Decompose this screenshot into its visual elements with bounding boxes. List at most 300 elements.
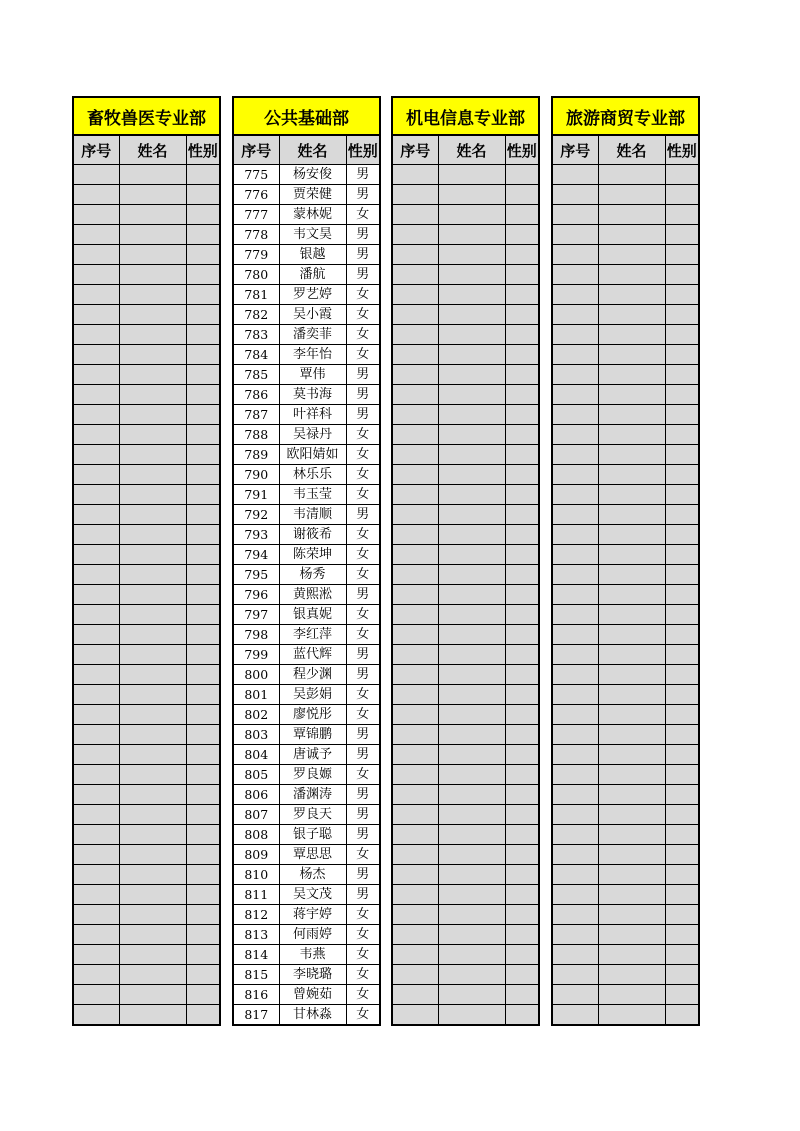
- cell-gender: [665, 445, 699, 465]
- cell-gender: [665, 325, 699, 345]
- cell-index: 785: [233, 365, 279, 385]
- cell-gender: [186, 665, 220, 685]
- cell-index: [73, 865, 119, 885]
- table-row: [392, 685, 539, 705]
- cell-index: 809: [233, 845, 279, 865]
- table-row: [392, 485, 539, 505]
- table-row: [233, 405, 380, 425]
- cell-name: [119, 925, 186, 945]
- cell-gender: 男: [346, 185, 380, 205]
- table-row: [552, 405, 699, 425]
- table-row: [392, 865, 539, 885]
- cell-name: [119, 945, 186, 965]
- cell-name: [598, 245, 665, 265]
- table-row: [73, 805, 220, 825]
- table-row: [73, 445, 220, 465]
- cell-gender: 女: [346, 305, 380, 325]
- cell-gender: 男: [346, 725, 380, 745]
- cell-name: [438, 845, 505, 865]
- cell-index: [552, 305, 598, 325]
- cell-index: [73, 845, 119, 865]
- cell-name: 覃锦鹏: [279, 725, 346, 745]
- department-title: 畜牧兽医专业部: [73, 97, 220, 135]
- cell-name: [438, 965, 505, 985]
- cell-gender: [186, 785, 220, 805]
- cell-gender: [665, 685, 699, 705]
- table-row: [233, 825, 380, 845]
- table-row: [552, 385, 699, 405]
- cell-index: [552, 885, 598, 905]
- cell-name: [598, 765, 665, 785]
- cell-gender: 男: [346, 245, 380, 265]
- cell-gender: 女: [346, 685, 380, 705]
- cell-name: [119, 665, 186, 685]
- cell-gender: [505, 965, 539, 985]
- cell-index: [392, 965, 438, 985]
- cell-gender: 男: [346, 365, 380, 385]
- cell-index: [392, 245, 438, 265]
- cell-name: [438, 865, 505, 885]
- cell-index: 806: [233, 785, 279, 805]
- col-header-index: 序号: [73, 135, 119, 165]
- cell-name: 罗良嫄: [279, 765, 346, 785]
- cell-index: [392, 525, 438, 545]
- table-row: [73, 845, 220, 865]
- cell-gender: 男: [346, 165, 380, 185]
- cell-gender: [505, 925, 539, 945]
- col-header-name: 姓名: [598, 135, 665, 165]
- department-table-xumu: [72, 96, 221, 1026]
- cell-gender: [505, 305, 539, 325]
- cell-index: [392, 865, 438, 885]
- cell-name: [119, 965, 186, 985]
- cell-gender: [665, 645, 699, 665]
- cell-gender: [505, 545, 539, 565]
- cell-gender: 女: [346, 705, 380, 725]
- cell-gender: 男: [346, 505, 380, 525]
- table-row: [392, 165, 539, 185]
- cell-index: [73, 345, 119, 365]
- cell-name: [438, 1005, 505, 1026]
- cell-index: [392, 265, 438, 285]
- cell-index: [552, 385, 598, 405]
- table-body: [73, 165, 220, 1026]
- table-row: [73, 265, 220, 285]
- cell-gender: 女: [346, 325, 380, 345]
- cell-index: [552, 605, 598, 625]
- cell-name: 吴彭娟: [279, 685, 346, 705]
- cell-index: [552, 485, 598, 505]
- table-row: [392, 345, 539, 365]
- cell-index: [552, 1005, 598, 1026]
- table-row: [552, 945, 699, 965]
- table-row: [233, 905, 380, 925]
- cell-gender: [505, 865, 539, 885]
- cell-gender: [505, 605, 539, 625]
- table-row: [552, 605, 699, 625]
- cell-index: [73, 825, 119, 845]
- table-row: [233, 665, 380, 685]
- cell-name: [438, 485, 505, 505]
- cell-index: [73, 805, 119, 825]
- cell-gender: [665, 905, 699, 925]
- cell-gender: [665, 545, 699, 565]
- table-row: [233, 365, 380, 385]
- cell-name: [119, 865, 186, 885]
- table-row: [233, 525, 380, 545]
- cell-name: [598, 645, 665, 665]
- table-row: [392, 325, 539, 345]
- table-row: [73, 885, 220, 905]
- cell-gender: [505, 825, 539, 845]
- cell-gender: [186, 865, 220, 885]
- table-row: [73, 865, 220, 885]
- cell-gender: 男: [346, 225, 380, 245]
- table-row: [233, 165, 380, 185]
- cell-gender: [665, 485, 699, 505]
- cell-name: [119, 585, 186, 605]
- cell-index: [392, 925, 438, 945]
- cell-index: [552, 525, 598, 545]
- cell-index: [552, 625, 598, 645]
- cell-index: [392, 405, 438, 425]
- cell-gender: [186, 725, 220, 745]
- cell-name: [119, 205, 186, 225]
- cell-index: [392, 685, 438, 705]
- cell-index: [392, 505, 438, 525]
- cell-gender: [665, 505, 699, 525]
- cell-name: 陈荣坤: [279, 545, 346, 565]
- cell-name: [119, 565, 186, 585]
- cell-index: [73, 965, 119, 985]
- cell-gender: 女: [346, 545, 380, 565]
- cell-index: [552, 325, 598, 345]
- cell-name: [119, 1005, 186, 1026]
- table-row: [552, 365, 699, 385]
- table-row: [552, 765, 699, 785]
- cell-gender: [665, 425, 699, 445]
- cell-gender: [505, 205, 539, 225]
- table-row: [392, 725, 539, 745]
- cell-name: 覃伟: [279, 365, 346, 385]
- cell-name: [119, 225, 186, 245]
- table-row: [233, 705, 380, 725]
- cell-index: [552, 765, 598, 785]
- cell-name: 杨安俊: [279, 165, 346, 185]
- table-row: [233, 385, 380, 405]
- table-body: [552, 165, 699, 1026]
- cell-gender: 女: [346, 525, 380, 545]
- cell-index: 776: [233, 185, 279, 205]
- table-row: [233, 265, 380, 285]
- table-row: [73, 385, 220, 405]
- cell-name: [119, 405, 186, 425]
- cell-index: [73, 885, 119, 905]
- cell-gender: [186, 905, 220, 925]
- cell-index: 793: [233, 525, 279, 545]
- cell-index: [73, 645, 119, 665]
- table-row: [552, 585, 699, 605]
- cell-gender: [505, 625, 539, 645]
- cell-index: [552, 505, 598, 525]
- cell-gender: 男: [346, 385, 380, 405]
- cell-index: 801: [233, 685, 279, 705]
- cell-gender: [505, 225, 539, 245]
- table-row: [392, 525, 539, 545]
- cell-index: [73, 285, 119, 305]
- table-row: [552, 505, 699, 525]
- cell-name: [438, 185, 505, 205]
- cell-name: [438, 265, 505, 285]
- cell-gender: 女: [346, 965, 380, 985]
- cell-index: [73, 365, 119, 385]
- table-row: [392, 545, 539, 565]
- cell-gender: 男: [346, 825, 380, 845]
- table-row: [73, 345, 220, 365]
- cell-name: [598, 285, 665, 305]
- table-row: [73, 705, 220, 725]
- cell-gender: 男: [346, 665, 380, 685]
- cell-gender: [505, 365, 539, 385]
- table-row: [392, 745, 539, 765]
- cell-index: [552, 785, 598, 805]
- cell-gender: [665, 305, 699, 325]
- cell-gender: [505, 885, 539, 905]
- cell-name: [598, 465, 665, 485]
- cell-name: [598, 525, 665, 545]
- cell-name: [438, 505, 505, 525]
- table-row: [392, 265, 539, 285]
- cell-index: 814: [233, 945, 279, 965]
- cell-index: [552, 445, 598, 465]
- cell-index: [392, 825, 438, 845]
- cell-index: [392, 425, 438, 445]
- table-row: [552, 805, 699, 825]
- cell-index: [552, 645, 598, 665]
- cell-index: 787: [233, 405, 279, 425]
- cell-index: [73, 1005, 119, 1026]
- table-row: [392, 885, 539, 905]
- cell-name: 廖悦彤: [279, 705, 346, 725]
- table-row: [233, 545, 380, 565]
- cell-gender: [505, 905, 539, 925]
- cell-name: [119, 385, 186, 405]
- table-row: [552, 885, 699, 905]
- table-row: [552, 725, 699, 745]
- table-row: [233, 845, 380, 865]
- cell-index: 789: [233, 445, 279, 465]
- table-row: [73, 545, 220, 565]
- cell-name: [438, 945, 505, 965]
- table-row: [233, 685, 380, 705]
- cell-name: [119, 345, 186, 365]
- table-row: [552, 285, 699, 305]
- cell-name: [119, 365, 186, 385]
- table-row: [552, 565, 699, 585]
- cell-gender: [665, 1005, 699, 1026]
- cell-gender: [665, 745, 699, 765]
- cell-gender: [505, 585, 539, 605]
- cell-gender: [505, 465, 539, 485]
- cell-index: 808: [233, 825, 279, 845]
- cell-index: 786: [233, 385, 279, 405]
- cell-gender: [186, 365, 220, 385]
- cell-index: [392, 885, 438, 905]
- table-row: [233, 445, 380, 465]
- cell-index: [552, 865, 598, 885]
- table-row: [392, 365, 539, 385]
- cell-gender: [186, 465, 220, 485]
- cell-name: 韦清顺: [279, 505, 346, 525]
- cell-index: [392, 845, 438, 865]
- table-row: [233, 885, 380, 905]
- cell-index: [552, 965, 598, 985]
- cell-index: 805: [233, 765, 279, 785]
- cell-name: [598, 345, 665, 365]
- table-row: [392, 465, 539, 485]
- cell-name: [598, 805, 665, 825]
- table-row: [552, 985, 699, 1005]
- cell-name: [438, 445, 505, 465]
- cell-name: [119, 305, 186, 325]
- cell-gender: [186, 425, 220, 445]
- cell-gender: 女: [346, 925, 380, 945]
- cell-index: [392, 945, 438, 965]
- cell-name: [438, 785, 505, 805]
- cell-gender: [186, 925, 220, 945]
- cell-index: [552, 825, 598, 845]
- cell-index: [552, 925, 598, 945]
- table-row: [392, 785, 539, 805]
- cell-gender: [665, 245, 699, 265]
- cell-name: [438, 605, 505, 625]
- cell-gender: [505, 725, 539, 745]
- cell-index: [392, 345, 438, 365]
- cell-name: 叶祥科: [279, 405, 346, 425]
- table-row: [552, 685, 699, 705]
- cell-name: 银越: [279, 245, 346, 265]
- table-row: [552, 245, 699, 265]
- cell-name: [119, 625, 186, 645]
- table-row: [73, 605, 220, 625]
- cell-name: [119, 885, 186, 905]
- cell-gender: [665, 845, 699, 865]
- cell-gender: [186, 565, 220, 585]
- cell-index: 778: [233, 225, 279, 245]
- cell-gender: [505, 245, 539, 265]
- table-row: [233, 925, 380, 945]
- cell-gender: 女: [346, 625, 380, 645]
- cell-gender: [665, 185, 699, 205]
- cell-index: [552, 165, 598, 185]
- cell-name: [119, 605, 186, 625]
- cell-index: [73, 745, 119, 765]
- col-header-index: 序号: [552, 135, 598, 165]
- table-row: [73, 285, 220, 305]
- cell-gender: [186, 965, 220, 985]
- table-row: [233, 645, 380, 665]
- table-body: [392, 165, 539, 1026]
- cell-name: [438, 325, 505, 345]
- cell-gender: [505, 425, 539, 445]
- cell-index: [392, 465, 438, 485]
- cell-name: 李红萍: [279, 625, 346, 645]
- cell-index: [552, 205, 598, 225]
- jidian-table: [391, 96, 540, 1026]
- cell-gender: [505, 265, 539, 285]
- cell-name: [598, 425, 665, 445]
- department-table-gonggong: [232, 96, 381, 1026]
- cell-name: 甘林淼: [279, 1005, 346, 1026]
- cell-name: 吴禄丹: [279, 425, 346, 445]
- table-row: [552, 205, 699, 225]
- cell-name: [119, 465, 186, 485]
- cell-name: [438, 385, 505, 405]
- cell-name: [598, 925, 665, 945]
- cell-gender: [186, 525, 220, 545]
- cell-index: [392, 585, 438, 605]
- cell-gender: [186, 765, 220, 785]
- table-row: [552, 1005, 699, 1026]
- cell-index: 791: [233, 485, 279, 505]
- cell-gender: [186, 845, 220, 865]
- cell-name: [438, 225, 505, 245]
- cell-name: [598, 505, 665, 525]
- table-row: [233, 785, 380, 805]
- table-row: [233, 305, 380, 325]
- cell-gender: 女: [346, 605, 380, 625]
- cell-gender: [665, 705, 699, 725]
- cell-gender: [186, 225, 220, 245]
- cell-gender: [665, 865, 699, 885]
- cell-name: [598, 445, 665, 465]
- table-row: [392, 1005, 539, 1026]
- cell-name: [598, 545, 665, 565]
- table-row: [73, 965, 220, 985]
- cell-index: [552, 365, 598, 385]
- cell-name: [119, 485, 186, 505]
- cell-index: [552, 225, 598, 245]
- table-row: [233, 945, 380, 965]
- cell-name: [438, 625, 505, 645]
- table-row: [233, 185, 380, 205]
- table-row: [233, 285, 380, 305]
- cell-index: [552, 265, 598, 285]
- table-row: [552, 705, 699, 725]
- cell-index: [392, 225, 438, 245]
- table-row: [73, 205, 220, 225]
- cell-name: [438, 405, 505, 425]
- cell-gender: 女: [346, 905, 380, 925]
- cell-index: [392, 305, 438, 325]
- cell-name: [598, 945, 665, 965]
- cell-index: [73, 985, 119, 1005]
- cell-index: [392, 385, 438, 405]
- cell-gender: 女: [346, 425, 380, 445]
- cell-gender: 女: [346, 465, 380, 485]
- table-row: [392, 445, 539, 465]
- col-header-index: 序号: [233, 135, 279, 165]
- table-row: [73, 405, 220, 425]
- table-row: [73, 725, 220, 745]
- cell-index: [392, 365, 438, 385]
- table-row: [73, 225, 220, 245]
- cell-name: [438, 905, 505, 925]
- cell-index: 794: [233, 545, 279, 565]
- table-row: [552, 865, 699, 885]
- table-row: [552, 265, 699, 285]
- col-header-gender: 性别: [665, 135, 699, 165]
